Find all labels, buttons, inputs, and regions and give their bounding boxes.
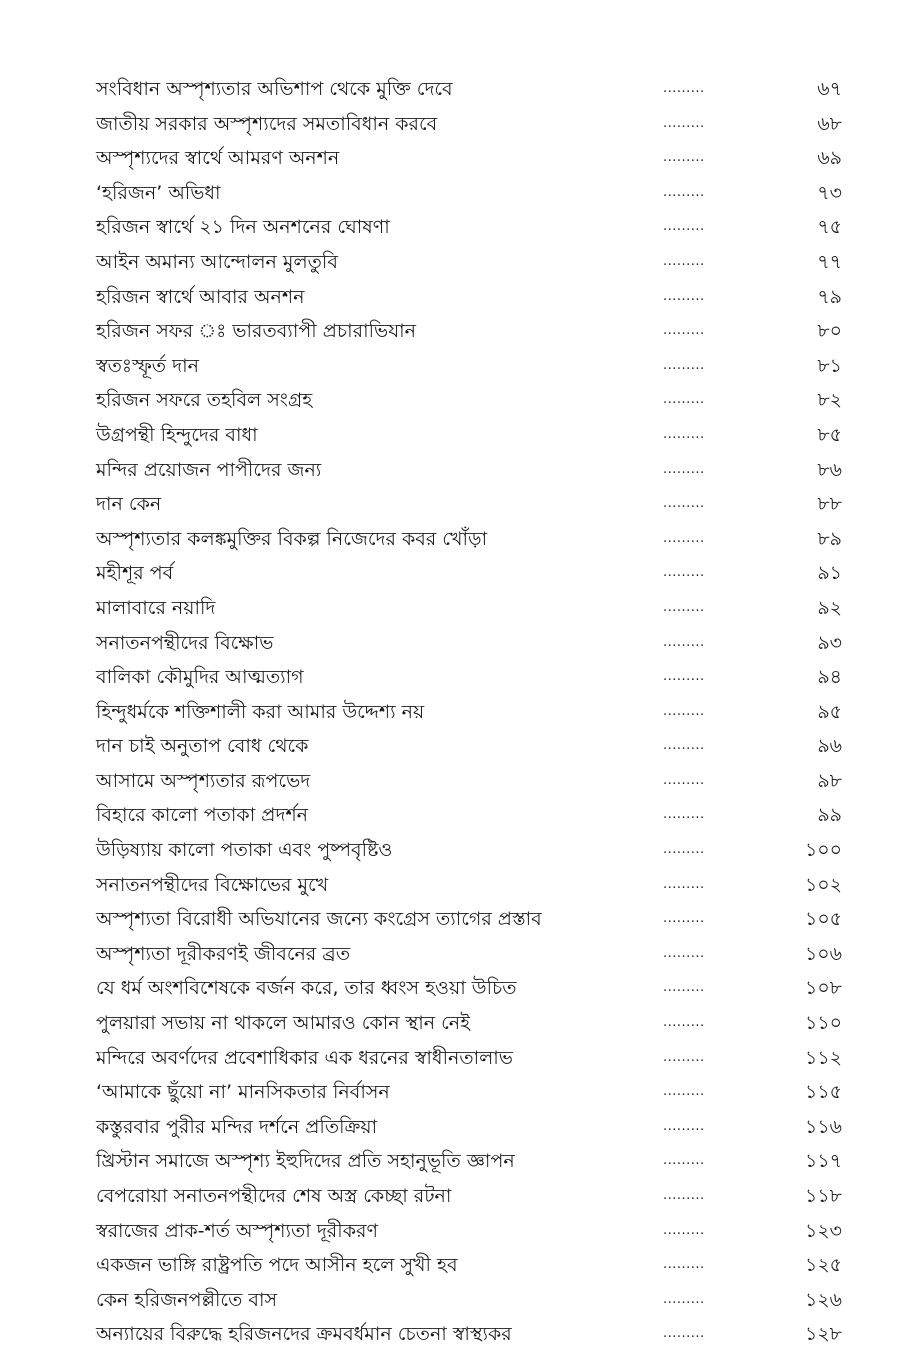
dot-leader: ......... [663,1188,705,1203]
toc-entry[interactable] [96,1283,846,1318]
toc-entry-page-number: ১০২ [804,873,842,896]
dot-leader: ......... [663,150,705,166]
toc-entry-page-number: ১০৮ [804,977,842,1000]
dot-leader: ......... [663,323,705,339]
dot-leader: ......... [663,1257,705,1273]
toc-entry[interactable] [96,1248,846,1283]
toc-entry-title: আইন অমান্য আন্দোলন মুলতুবি [96,250,338,273]
toc-entry[interactable] [96,280,846,315]
toc-entry-title: অস্পৃশ্যতা বিরোধী অভিযানের জন্যে কংগ্রেস ত্যাগের প্রস্তাব [96,908,542,931]
dot-leader: ......... [663,1222,705,1238]
dot-leader: ......... [663,565,705,581]
toc-entry-page-number: ১১৫ [805,1081,842,1104]
dot-leader: ......... [663,634,705,650]
toc-entry[interactable] [96,695,846,730]
toc-entry-title: হরিজন স্বার্থে আবার অনশন [96,285,305,308]
dot-leader: ......... [663,219,705,235]
toc-entry-page-number: ১০৬ [804,942,842,965]
toc-entry[interactable] [96,833,846,868]
toc-entry-title: সনাতনপন্থীদের বিক্ষোভ [96,631,274,654]
toc-entry-page-number: ৯৯ [817,804,842,827]
dot-leader: ......... [663,1118,705,1134]
dot-leader: ......... [663,1291,705,1307]
dot-leader: ......... [663,1015,705,1031]
toc-entry[interactable] [96,798,846,833]
toc-entry-title: মালাবারে নয়াদি [96,596,216,619]
dot-leader: ......... [663,1326,705,1342]
dot-leader: ......... [663,738,705,754]
toc-entry[interactable] [96,937,846,972]
dot-leader: ......... [663,1084,705,1100]
toc-entry-title: স্বরাজের প্রাক-শর্ত অস্পৃশ্যতা দূরীকরণ [96,1219,378,1242]
toc-entry[interactable] [96,487,846,522]
toc-entry[interactable] [96,591,846,626]
toc-entry-title: কস্তুরবার পুরীর মন্দির দর্শনে প্রতিক্রিয়া [96,1115,378,1138]
toc-entry-page-number: ৭৭ [817,250,842,273]
toc-entry-page-number: ৮৫ [817,423,842,446]
toc-entry[interactable] [96,1144,846,1179]
dot-leader: ......... [663,980,705,996]
dot-leader: ......... [663,807,705,823]
toc-entry-page-number: ৬৯ [817,147,842,170]
dot-leader: ......... [663,392,705,408]
toc-entry-title: দান চাই অনুতাপ বোধ থেকে [96,735,309,758]
toc-entry-title: একজন ভাঙ্গি রাষ্ট্রপতি পদে আসীন হলে সুখী হব [96,1254,458,1277]
toc-entry[interactable] [96,1179,846,1214]
toc-entry-page-number: ১০৫ [804,908,842,931]
toc-entry-page-number: ৭৯ [817,285,842,308]
dot-leader: ......... [663,426,705,442]
toc-entry[interactable] [96,1041,846,1076]
toc-entry-title: যে ধর্ম অংশবিশেষকে বর্জন করে, তার ধ্বংস হওয়া উচিত [96,977,517,1000]
toc-entry-title: উড়িষ্যায় কালো পতাকা এবং পুষ্পবৃষ্টিও [96,839,393,862]
toc-entry-page-number: ৯৪ [817,666,842,689]
toc-entry[interactable] [96,1317,846,1352]
dot-leader: ......... [663,911,705,927]
toc-entry[interactable] [96,660,846,695]
dot-leader: ......... [663,357,705,373]
toc-entry[interactable] [96,107,846,142]
toc-entry[interactable] [96,314,846,349]
toc-entry-page-number: ৮০ [817,320,842,343]
toc-entry-title: ‘আমাকে ছুঁয়ো না’ মানসিকতার নির্বাসন [96,1081,390,1104]
toc-entry-title: পুলয়ারা সভায় না থাকলে আমারও কোন স্থান নেই [96,1012,471,1035]
toc-entry-title: সনাতনপন্থীদের বিক্ষোভের মুখে [96,873,329,896]
toc-entry-title: হিন্দুধর্মকে শক্তিশালী করা আমার উদ্দেশ্য নয় [96,700,425,723]
dot-leader: ......... [663,253,705,269]
dot-leader: ......... [663,842,705,858]
toc-entry-page-number: ৯৬ [817,735,842,758]
toc-entry-page-number: ১২৩ [804,1219,842,1242]
toc-entry[interactable] [96,176,846,211]
toc-entry-title: সংবিধান অস্পৃশ্যতার অভিশাপ থেকে মুক্তি দেবে [96,78,453,100]
dot-leader: ......... [663,496,705,512]
toc-entry-page-number: ৯১ [817,562,842,585]
toc-entry-page-number: ৬৭ [817,78,842,100]
toc-entry[interactable] [96,729,846,764]
dot-leader: ......... [663,599,705,615]
toc-entry-title: হরিজন সফরে তহবিল সংগ্রহ [96,389,313,412]
toc-entry-page-number: ৯৫ [817,700,842,723]
toc-entry-page-number: ৬৮ [817,112,842,135]
dot-leader: ......... [663,945,705,961]
toc-entry-title: অস্পৃশ্যদের স্বার্থে আমরণ অনশন [96,147,340,170]
toc-entry[interactable] [96,141,846,176]
toc-entry-title: জাতীয় সরকার অস্পৃশ্যদের সমতাবিধান করবে [96,112,438,135]
dot-leader: ......... [663,1049,705,1065]
toc-entry-title: হরিজন স্বার্থে ২১ দিন অনশনের ঘোষণা [96,216,390,239]
toc-entry[interactable] [96,1075,846,1110]
toc-entry-title: অস্পৃশ্যতা দূরীকরণই জীবনের ব্রত [96,942,351,965]
dot-leader: ......... [663,461,705,477]
toc-entry[interactable] [96,210,846,245]
dot-leader: ......... [663,115,705,131]
dot-leader: ......... [663,772,705,788]
dot-leader: ......... [663,81,705,96]
toc-entry-page-number: ৯২ [817,596,842,619]
toc-entry-title: মন্দিরে অবর্ণদের প্রবেশাধিকার এক ধরনের স্বাধীনতালাভ [96,1046,513,1069]
toc-entry-title: হরিজন সফর ঃ ভারতব্যাপী প্রচারাভিযান [96,320,416,343]
toc-entry[interactable] [96,245,846,280]
toc-entry[interactable] [96,522,846,557]
toc-entry-page-number: ৭৩ [817,181,842,204]
toc-entry[interactable] [96,764,846,799]
toc-entry[interactable] [96,868,846,903]
toc-entry-page-number: ৮৬ [817,458,842,481]
toc-entry-title: বেপরোয়া সনাতনপন্থীদের শেষ অস্ত্র কেচ্ছা রটনা [96,1185,452,1207]
toc-entry[interactable] [96,383,846,418]
toc-entry-page-number: ৭৫ [817,216,842,239]
toc-entry-title: কেন হরিজনপল্লীতে বাস [96,1288,278,1311]
toc-entry-page-number: ৯৩ [817,631,842,654]
toc-entry[interactable] [96,453,846,488]
toc-entry-title: বালিকা কৌমুদির আত্মত্যাগ [96,666,304,689]
toc-entry-page-number: ১২৫ [804,1254,842,1277]
toc-entry-title: মন্দির প্রয়োজন পাপীদের জন্য [96,458,322,481]
toc-entry-title: ‘হরিজন’ অভিধা [96,181,221,204]
toc-entry-title: মহীশূর পর্ব [96,562,174,585]
dot-leader: ......... [663,288,705,304]
toc-entry-page-number: ৯৮ [817,769,842,792]
toc-entry-page-number: ৮৮ [817,493,842,516]
toc-entry-title: উগ্রপন্থী হিন্দুদের বাধা [96,423,258,446]
toc-entry-page-number: ১১৮ [805,1185,842,1207]
toc-entry[interactable] [96,556,846,591]
toc-entry-page-number: ১১৭ [804,1150,842,1173]
toc-entry-page-number: ১১২ [804,1046,842,1069]
toc-entry-page-number: ১২৮ [804,1323,842,1346]
toc-entry-title: অস্পৃশ্যতার কলঙ্কমুক্তির বিকল্প নিজেদের কবর খোঁড়া [96,527,488,550]
toc-entry-title: দান কেন [96,493,162,516]
toc-entry[interactable] [96,1006,846,1041]
dot-leader: ......... [663,1153,705,1169]
toc-entry[interactable] [96,349,846,384]
toc-entry-title: বিহারে কালো পতাকা প্রদর্শন [96,804,309,827]
toc-entry-page-number: ৮৯ [817,527,842,550]
toc-entry-title: স্বতঃস্ফূর্ত দান [96,354,199,377]
dot-leader: ......... [663,530,705,546]
dot-leader: ......... [663,876,705,892]
toc-entry[interactable] [96,971,846,1006]
toc-entry-title: আসামে অস্পৃশ্যতার রূপভেদ [96,769,311,792]
toc-entry-page-number: ১০০ [804,839,842,862]
toc-entry[interactable] [96,626,846,661]
toc-entry-page-number: ১১০ [804,1012,842,1035]
table-of-contents [96,72,846,1352]
dot-leader: ......... [663,184,705,200]
toc-entry-title: অন্যায়ের বিরুদ্ধে হরিজনদের ক্রমবর্ধমান চেতনা স্বাস্থ্যকর [96,1323,512,1346]
toc-entry[interactable] [96,902,846,937]
toc-entry-title: খ্রিস্টান সমাজে অস্পৃশ্য ইহুদিদের প্রতি সহানুভূতি জ্ঞাপন [96,1150,515,1173]
dot-leader: ......... [663,669,705,685]
dot-leader: ......... [663,703,705,719]
toc-entry[interactable] [96,1110,846,1145]
toc-entry-page-number: ১১৬ [804,1115,842,1138]
toc-entry[interactable] [96,72,846,107]
toc-entry[interactable] [96,418,846,453]
toc-entry-page-number: ৮১ [817,354,842,377]
toc-entry-page-number: ১২৬ [804,1288,842,1311]
toc-entry[interactable] [96,1214,846,1249]
toc-entry-page-number: ৮২ [817,389,842,412]
